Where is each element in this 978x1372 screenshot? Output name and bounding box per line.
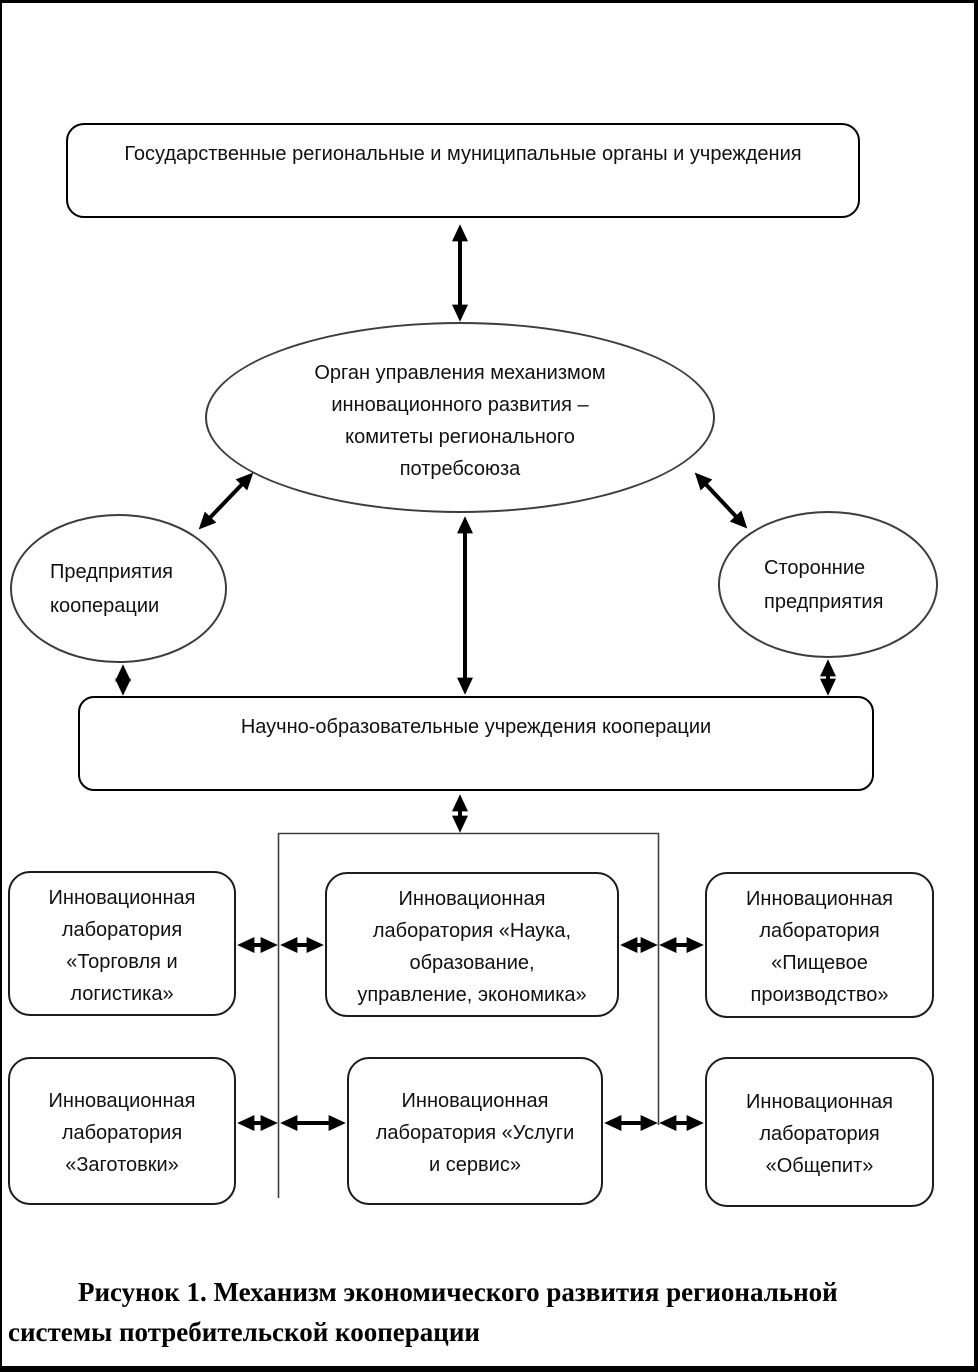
figure-caption-line: системы потребительской кооперации [8, 1317, 480, 1347]
external-enterprises-line: предприятия [764, 590, 884, 613]
lab-catering-line: «Общепит» [765, 1155, 874, 1177]
management-body-line: инновационного развития – [331, 393, 589, 416]
coop-enterprises-line: кооперации [50, 594, 160, 617]
external-enterprises-ellipse [718, 511, 938, 658]
lab-catering-box [705, 1057, 934, 1207]
lab-science-line: лаборатория «Наука, [372, 919, 572, 942]
management-body-ellipse [205, 322, 715, 513]
lab-science-line: управление, экономика» [357, 983, 587, 1006]
management-body-line: потребсоюза [399, 457, 521, 480]
lab-science-line: Инновационная [398, 887, 546, 910]
lab-trade-line: логистика» [70, 982, 174, 1005]
lab-services-line: лаборатория «Услуги [375, 1122, 575, 1144]
lab-procurement-line: лаборатория [61, 1122, 183, 1144]
lab-procurement-line: «Заготовки» [65, 1154, 179, 1176]
lab-trade-line: лаборатория [61, 918, 183, 941]
figure-caption [8, 1272, 948, 1352]
figure-caption-line: Рисунок 1. Механизм экономического развития региональной [78, 1277, 838, 1307]
arrow-management-coop [202, 476, 250, 526]
lab-food-line: лаборатория [759, 920, 880, 942]
lab-catering-line: лаборатория [759, 1123, 880, 1145]
lab-trade-line: «Торговля и [66, 950, 178, 973]
government-bodies-box [66, 123, 860, 218]
external-enterprises-line: Сторонние [764, 556, 866, 579]
government-bodies-label: Государственные региональные и муниципальные органы и учреждения [124, 143, 802, 165]
lab-science-education-box [325, 872, 619, 1017]
lab-procurement-line: Инновационная [48, 1090, 196, 1112]
coop-enterprises-line: Предприятия [50, 560, 173, 583]
lab-trade-line: Инновационная [48, 886, 196, 909]
lab-catering-line: Инновационная [746, 1091, 893, 1113]
lab-services-line: Инновационная [401, 1090, 549, 1112]
lab-science-line: образование, [409, 951, 535, 974]
lab-food-line: Инновационная [746, 888, 893, 910]
lab-food-line: производство» [750, 984, 889, 1006]
lab-food-production-box [705, 872, 934, 1018]
lab-food-line: «Пищевое [771, 952, 868, 974]
coop-enterprises-ellipse [10, 514, 227, 663]
science-education-box [78, 696, 874, 791]
lab-services-box [347, 1057, 603, 1205]
lab-trade-logistics-box [8, 871, 236, 1016]
management-body-line: комитеты регионального [345, 425, 575, 448]
lab-services-line: и сервис» [429, 1154, 521, 1176]
arrow-management-external [698, 476, 744, 525]
management-body-line: Орган управления механизмом [314, 361, 606, 384]
science-education-label: Научно-образовательные учреждения кооперации [240, 716, 712, 738]
lab-procurement-box [8, 1057, 236, 1205]
